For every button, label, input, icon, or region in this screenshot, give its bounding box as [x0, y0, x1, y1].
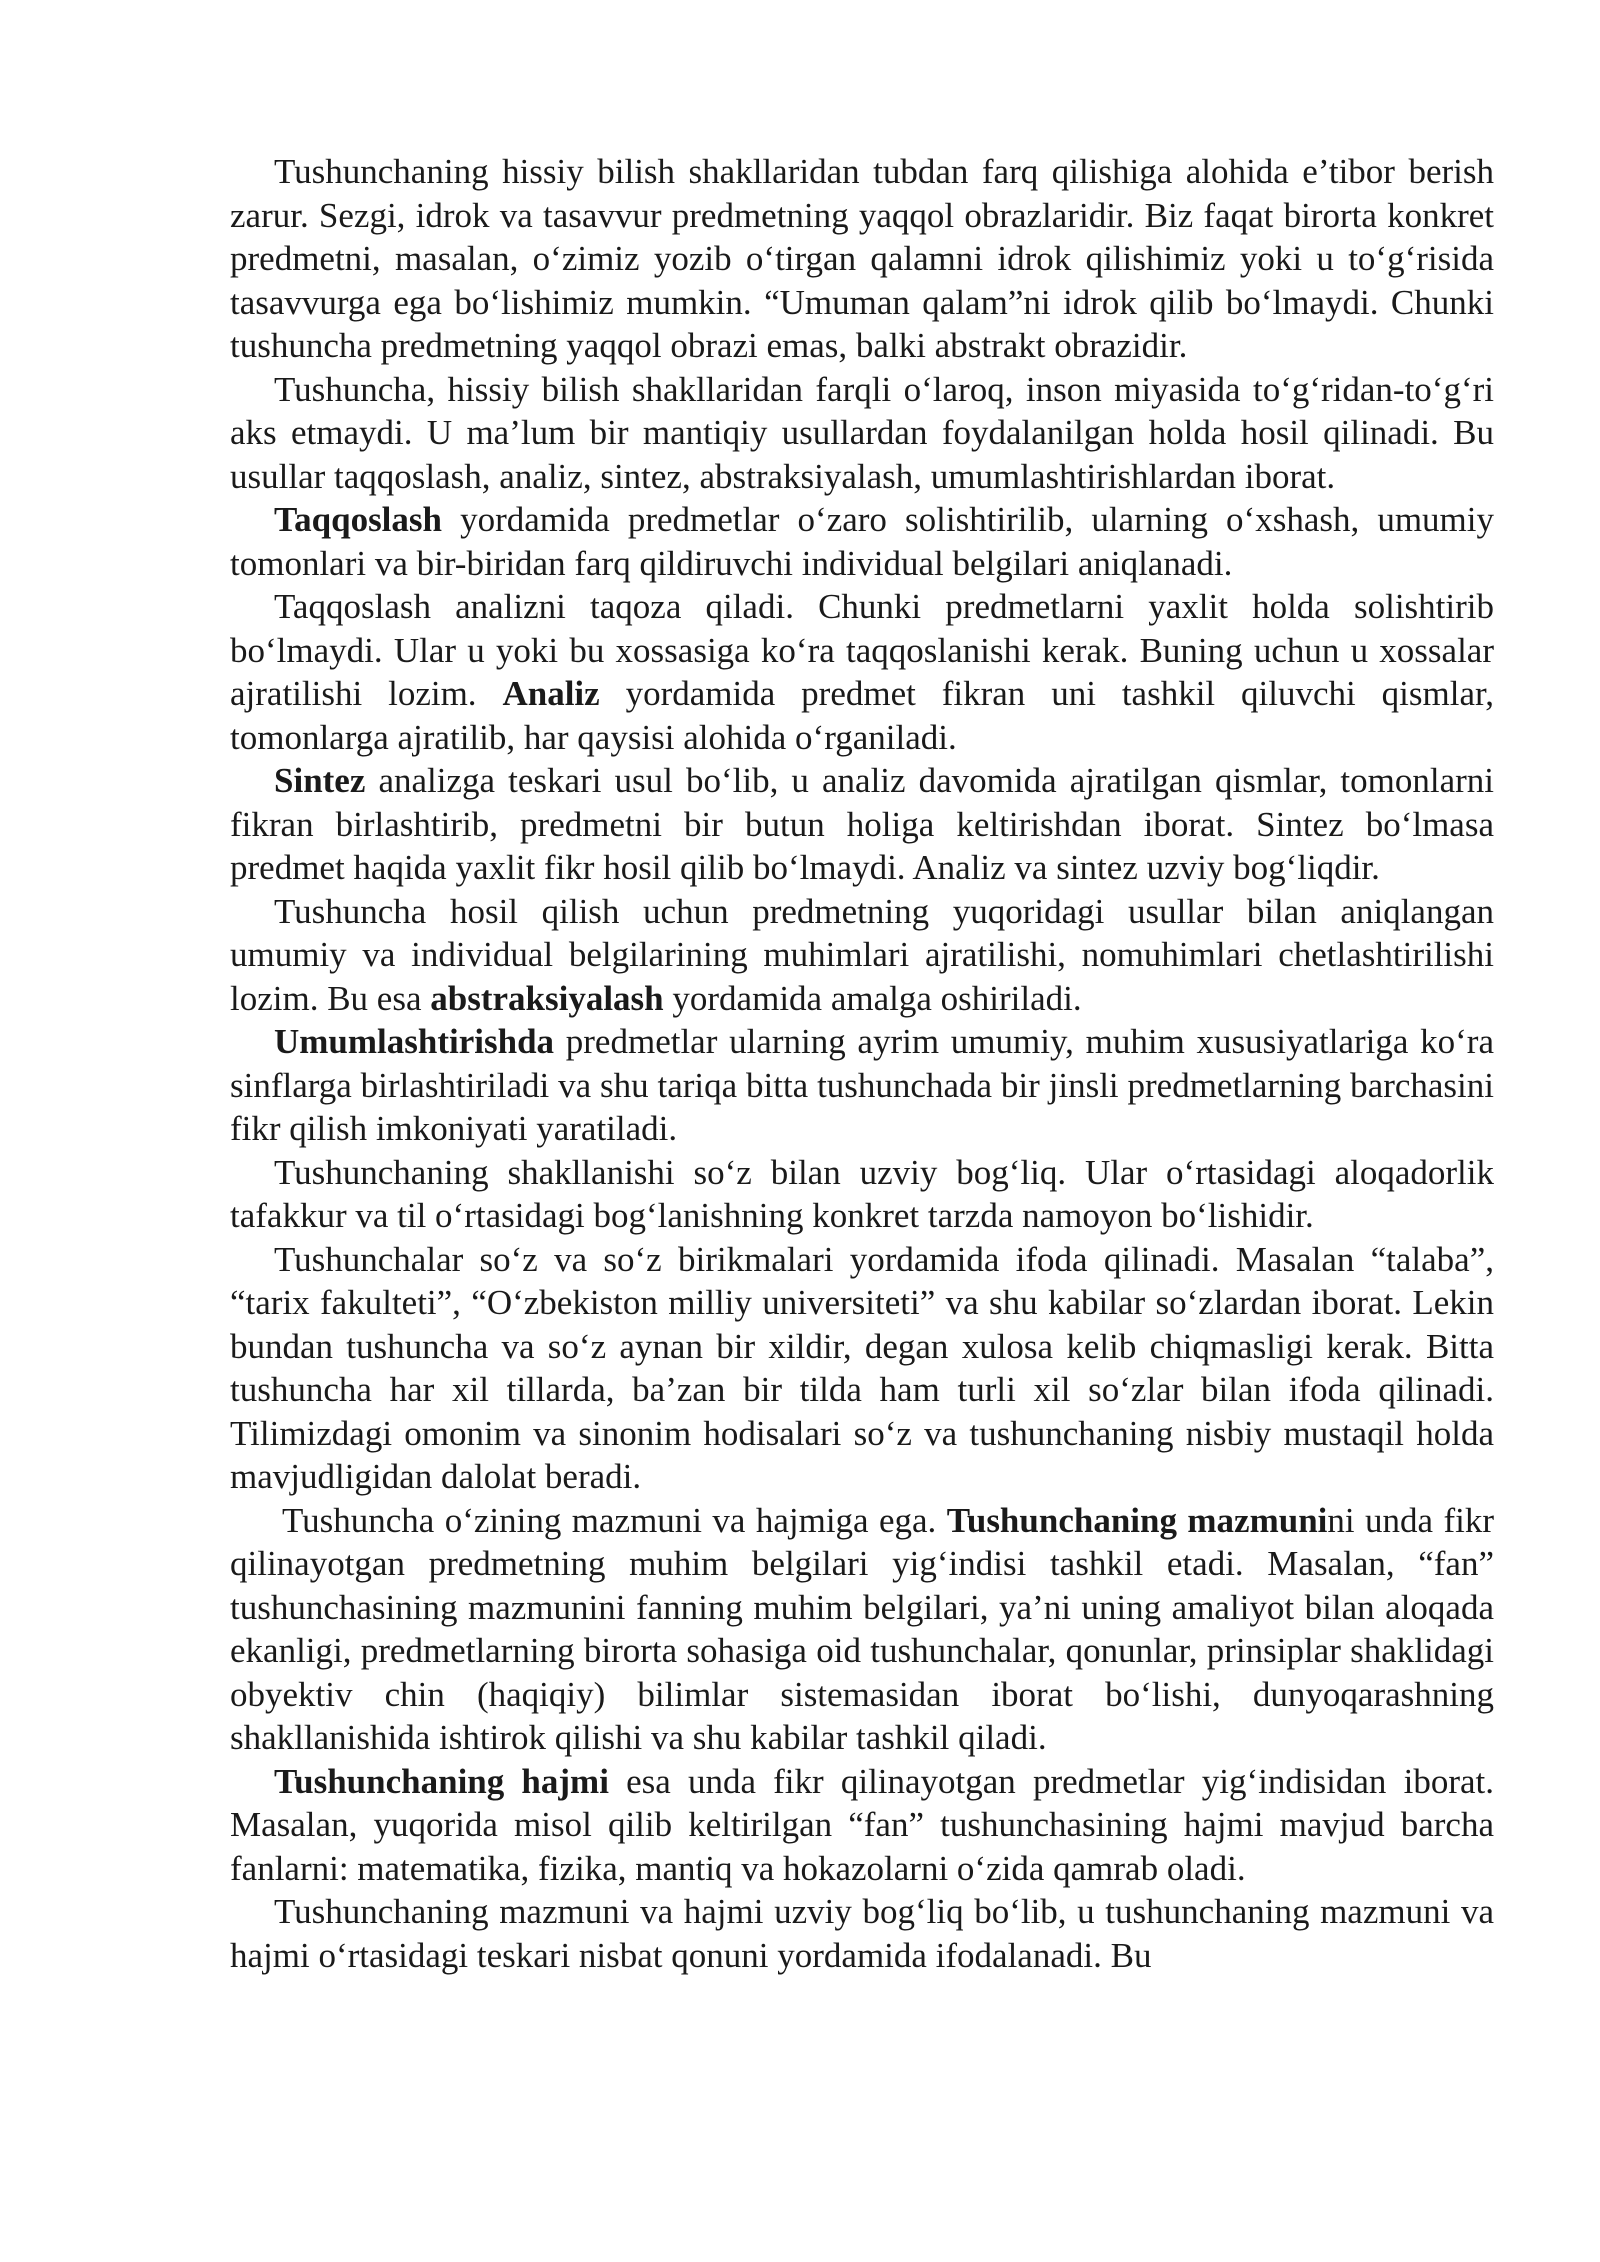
- key-term: abstraksiyalash: [430, 978, 664, 1018]
- text-run: yordamida predmet fikran uni tashkil qiluvchi qismlar, tomonlarga ajratilib, har qaysisi alohida o‘rganiladi.: [230, 674, 1494, 757]
- document-body: [230, 150, 1494, 1977]
- text-run: Tushunchaning shakllanishi so‘z bilan uzviy bog‘liq. Ular o‘rtasidagi aloqadorlik tafakkur va til o‘rtasidagi bog‘lanishning konkret tarzda namoyon bo‘lishidir.: [230, 1152, 1494, 1235]
- paragraph: [230, 1238, 1494, 1499]
- text-run: Tushuncha hosil qilish uchun predmetning yuqoridagi usullar bilan aniqlangan umumiy va individual belgilarining muhimlari ajratilishi, nomuhimlari chetlashtirilishi lozim. Bu esa: [230, 891, 1494, 1018]
- text-run: Taqqoslash analizni taqoza qiladi. Chunki predmetlarni yaxlit holda solishtirib bo‘lmaydi. Ular u yoki bu xossasiga ko‘ra taqqoslanishi kerak. Buning uchun u xossalar ajratilishi lozim.: [230, 587, 1494, 713]
- paragraph: [230, 890, 1494, 1021]
- paragraph: [230, 1151, 1494, 1238]
- paragraph: [230, 150, 1494, 368]
- key-term: Tushunchaning mazmuni: [946, 1500, 1328, 1540]
- paragraph: [230, 1890, 1494, 1977]
- paragraph: [230, 1020, 1494, 1151]
- text-run: yordamida predmetlar o‘zaro solishtirilib, ularning o‘xshash, umumiy tomonlari va bir-biridan farq qildiruvchi individual belgilari aniqlanadi.: [230, 500, 1494, 583]
- paragraph: [230, 368, 1494, 499]
- text-run: esa unda fikr qilinayotgan predmetlar yig‘indisidan iborat. Masalan, yuqorida misol qilib keltirilgan “fan” tushunchasining hajmi mavjud barcha fanlarni: matematika, fizika, mantiq va hokazolarni o‘zida qamrab oladi.: [230, 1761, 1494, 1888]
- text-run: Tushuncha, hissiy bilish shakllaridan farqli o‘laroq, inson miyasida to‘g‘ridan-to‘g‘ri aks etmaydi. U ma’lum bir mantiqiy usullardan foydalanilgan holda hosil qilinadi. Bu usullar taqqoslash, analiz, sintez, abstraksiyalash, umumlashtirishlardan iborat.: [230, 369, 1494, 496]
- key-term: Taqqoslash: [274, 500, 442, 539]
- key-term: Sintez: [274, 761, 366, 800]
- paragraph: [230, 759, 1494, 890]
- text-run: yordamida amalga oshiriladi.: [663, 978, 1082, 1018]
- paragraph: [230, 1499, 1494, 1760]
- key-term: Umumlashtirishda: [274, 1022, 555, 1061]
- paragraph: [230, 585, 1494, 759]
- text-run: ni unda fikr qilinayotgan predmetning muhim belgilari yig‘indisi tashkil etadi. Masalan, “fan” tushunchasining mazmunini fanning muhim belgilari, ya’ni uning amaliyot bilan aloqada ekanligi, predmetlarning birorta sohasiga oid tushunchalar, qonunlar, prinsiplar shaklidagi obyektiv chin (haqiqiy) bilimlar sistemasidan iborat bo‘lishi, dunyoqarashning shakllanishida ishtirok qilishi va shu kabilar tashkil qiladi.: [230, 1500, 1494, 1757]
- text-run: Tushunchaning hissiy bilish shakllaridan tubdan farq qilishiga alohida e’tibor berish zarur. Sezgi, idrok va tasavvur predmetning yaqqol obrazlaridir. Biz faqat birorta konkret predmetni, masalan, o‘zimiz yozib o‘tirgan qalamni idrok qilishimiz yoki u to‘g‘risida tasavvurga ega bo‘lishimiz mumkin. “Umuman qalam”ni idrok qilib bo‘lmaydi. Chunki tushuncha predmetning yaqqol obrazi emas, balki abstrakt obrazidir.: [230, 152, 1494, 365]
- key-term: Tushunchaning hajmi: [274, 1761, 609, 1801]
- text-run: Tushunchaning mazmuni va hajmi uzviy bog‘liq bo‘lib, u tushunchaning mazmuni va hajmi o‘rtasidagi teskari nisbat qonuni yordamida ifodalanadi. Bu: [230, 1892, 1494, 1975]
- text-run: Tushuncha o‘zining mazmuni va hajmiga ega.: [282, 1500, 947, 1540]
- paragraph: [230, 1760, 1494, 1891]
- text-run: Tushunchalar so‘z va so‘z birikmalari yordamida ifoda qilinadi. Masalan “talaba”, “tarix fakulteti”, “O‘zbekiston milliy universiteti” va shu kabilar so‘zlardan iborat. Lekin bundan tushuncha va so‘z aynan bir xildir, degan xulosa kelib chiqmasligi kerak. Bitta tushuncha har xil tillarda, ba’zan bir tilda ham turli xil so‘zlar bilan ifoda qilinadi. Tilimizdagi omonim va sinonim hodisalari so‘z va tushunchaning nisbiy mustaqil holda mavjudligidan dalolat beradi.: [230, 1239, 1494, 1496]
- text-run: analizga teskari usul bo‘lib, u analiz davomida ajratilgan qismlar, tomonlarni fikran birlashtirib, predmetni bir butun holiga keltirishdan iborat. Sintez bo‘lmasa predmet haqida yaxlit fikr hosil qilib bo‘lmaydi. Analiz va sintez uzviy bog‘liqdir.: [230, 761, 1494, 887]
- text-run: predmetlar ularning ayrim umumiy, muhim xususiyatlariga ko‘ra sinflarga birlashtiriladi va shu tariqa bitta tushunchada bir jinsli predmetlarning barchasini fikr qilish imkoniyati yaratiladi.: [230, 1022, 1494, 1148]
- key-term: Analiz: [502, 674, 600, 713]
- paragraph: [230, 498, 1494, 585]
